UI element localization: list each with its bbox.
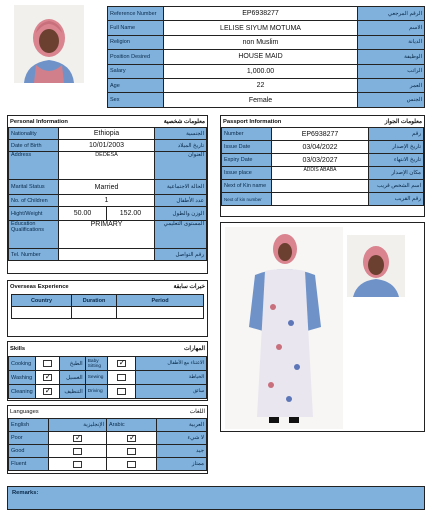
education-value: PRIMARY [59,221,155,249]
portrait-photo [14,5,84,83]
overseas-cell [117,307,204,319]
kin-number-label: Next of kin number [222,193,272,206]
expiry-label: Expiry Date [222,154,272,167]
header-value: 1,000.00 [164,64,358,78]
nationality-label: Nationality [9,128,59,140]
skill-checkbox[interactable] [117,360,126,367]
expiry-value: 03/03/2027 [272,154,369,167]
remarks-section [7,486,425,510]
header-label-ar: الرقم المرجعي [358,7,425,21]
overseas-title-ar: خبرات سابقة [173,283,205,290]
issue-place-value: ADDIS ABABA [272,167,369,180]
skill-cell [107,357,135,371]
overseas-col-country: Country [12,295,72,307]
skill-checkbox[interactable] [117,374,126,381]
skill-label-ar-2: الاعتناء مع الأطفال [135,357,206,371]
issue-place-label-ar: مكان الإصدار [369,167,424,180]
kin-number-label-ar: رقم القريب [369,193,424,206]
passport-number-label-ar: رقم [369,128,424,141]
languages-title-en: Languages [10,409,39,415]
lang-cell [49,432,107,445]
english-level-checkbox[interactable] [73,435,82,442]
kin-number-value [272,193,369,206]
passport-title-en: Passport Information [223,118,282,125]
lang-level-label-ar: جيد [157,445,207,458]
address-label: Address [9,152,59,180]
skills-row [9,357,207,371]
address-label-ar: العنوان [155,152,207,180]
skill-label-2: Baby Sitting [85,357,107,371]
lang-level-label: Poor [9,432,49,445]
header-label: Position Desired [108,50,164,64]
nationality-value: Ethiopia [59,128,155,140]
nationality-label-ar: الجنسية [155,128,207,140]
passport-number-label: Number [222,128,272,141]
skill-checkbox[interactable] [43,388,52,395]
skill-label-2: Sewing [85,371,107,385]
skill-label-ar: الطبخ [59,357,85,371]
header-label-ar: الراتب [358,64,425,78]
address-value: DEDESA [59,152,155,180]
lang-cell [49,458,107,471]
header-value: EP6938277 [164,7,358,21]
hw-label: Hight/Weight [9,207,59,221]
skills-row [9,385,207,399]
skill-checkbox[interactable] [117,388,126,395]
issue-date-label: Issue Date [222,141,272,154]
header-row [108,7,425,21]
header-value: 22 [164,78,358,92]
issue-place-label: Issue place [222,167,272,180]
arabic-level-checkbox[interactable] [127,461,136,468]
skill-cell [35,371,59,385]
lang-cell [49,445,107,458]
overseas-header [8,281,207,292]
skill-checkbox[interactable] [43,374,52,381]
skill-label: Cleaning [9,385,36,399]
issue-date-label-ar: تاريخ الإصدار [369,141,424,154]
header-label: Reference Number [108,7,164,21]
lang-level-label: Fluent [9,458,49,471]
overseas-cell [12,307,72,319]
overseas-table [11,294,204,319]
languages-section [7,405,208,474]
header-label-ar: الاسم [358,21,425,35]
header-value: HOUSE MAID [164,50,358,64]
photo-panel [220,222,425,432]
personal-info-table [8,127,207,261]
overseas-cell [72,307,117,319]
kin-name-label-ar: اسم الشخص قريب [369,180,424,193]
children-label: No. of Children [9,195,59,207]
lang-arabic-label-ar: العربية [157,419,207,432]
skill-label-ar-2: سائق [135,385,206,399]
children-value: 1 [59,195,155,207]
passport-info-header [221,116,424,127]
passport-info-section [220,115,425,217]
languages-table [8,418,207,471]
marital-label: Marital Status [9,180,59,195]
issue-date-value: 03/04/2022 [272,141,369,154]
lang-cell [107,445,157,458]
header-label: Religion [108,35,164,49]
skill-checkbox[interactable] [43,360,52,367]
overseas-col-duration: Duration [72,295,117,307]
header-label-ar: الديانة [358,35,425,49]
overseas-col-period: Period [117,295,204,307]
languages-title-ar: اللغات [189,409,205,415]
header-table [107,6,425,108]
skills-header [8,342,207,356]
passport-title-ar: معلومات الجواز [384,118,422,125]
tel-label: Tel. Number [9,249,59,261]
header-row [108,93,425,107]
skill-cell [107,371,135,385]
english-level-checkbox[interactable] [73,461,82,468]
header-label: Sex [108,93,164,107]
skill-label-ar: التنظيف [59,385,85,399]
skill-label-2: Driving [85,385,107,399]
tel-label-ar: رقم التواصل [155,249,207,261]
header-row [108,35,425,49]
arabic-level-checkbox[interactable] [127,435,136,442]
header-label-ar: العمر [358,78,425,92]
height-value: 50.00 [59,207,107,220]
skill-cell [107,385,135,399]
header-value: LELISE SIYUM MOTUMA [164,21,358,35]
header-label-ar: الجنس [358,93,425,107]
language-row [9,458,207,471]
header-row [108,21,425,35]
weight-value: 152.00 [119,210,142,217]
header-row [108,50,425,64]
lang-cell [107,432,157,445]
lang-level-label: Good [9,445,49,458]
personal-info-header [8,116,207,127]
lang-english-label-ar: الإنجليزية [49,419,107,432]
face-photo [347,235,405,297]
skills-row [9,371,207,385]
tel-value [59,249,155,261]
lang-arabic-label: Arabic [107,419,157,432]
skills-table [8,356,207,399]
lang-cell [107,458,157,471]
skill-cell [35,357,59,371]
passport-info-table [221,127,424,206]
personal-info-section [7,115,208,274]
header-label-ar: الوظيفة [358,50,425,64]
overseas-section [7,280,208,337]
skill-label-ar-2: الخياطة [135,371,206,385]
full-body-photo [225,227,343,429]
lang-level-label-ar: لا شيء [157,432,207,445]
header-row [108,78,425,92]
skill-label: Washing [9,371,36,385]
passport-number-value: EP6938277 [272,128,369,141]
header-label: Salary [108,64,164,78]
dob-label-ar: تاريخ الميلاد [155,140,207,152]
education-label-ar: المستوى التعليمي [155,221,207,249]
header-value: Female [164,93,358,107]
education-label: Education Qualifications [9,221,59,249]
language-row [9,445,207,458]
arabic-level-checkbox[interactable] [127,448,136,455]
header-value: non Muslim [164,35,358,49]
remarks-label: Remarks: [12,490,39,496]
kin-name-label: Next of Kin name [222,180,272,193]
lang-level-label-ar: ممتاز [157,458,207,471]
skills-title-en: Skills [10,346,26,352]
skill-label-ar: الغسيل [59,371,85,385]
marital-label-ar: الحالة الاجتماعية [155,180,207,195]
language-row [9,432,207,445]
kin-name-value [272,180,369,193]
personal-title-en: Personal Information [10,118,68,125]
header-row [108,64,425,78]
header-label: Age [108,78,164,92]
skill-label: Cooking [9,357,36,371]
header-label: Full Name [108,21,164,35]
children-label-ar: عدد الأطفال [155,195,207,207]
expiry-label-ar: تاريخ الانتهاء [369,154,424,167]
skills-title-ar: المهارات [183,346,205,352]
hw-label-ar: الوزن والطول [155,207,207,221]
skill-cell [35,385,59,399]
skills-section [7,341,208,401]
english-level-checkbox[interactable] [73,448,82,455]
lang-english-label: English [9,419,49,432]
overseas-title-en: Overseas Experience [10,283,69,290]
marital-value: Married [59,180,155,195]
languages-header [8,406,207,418]
hw-values [59,207,155,221]
personal-title-ar: معلومات شخصية [163,118,205,125]
dob-value: 10/01/2003 [59,140,155,152]
dob-label: Date of Birth [9,140,59,152]
